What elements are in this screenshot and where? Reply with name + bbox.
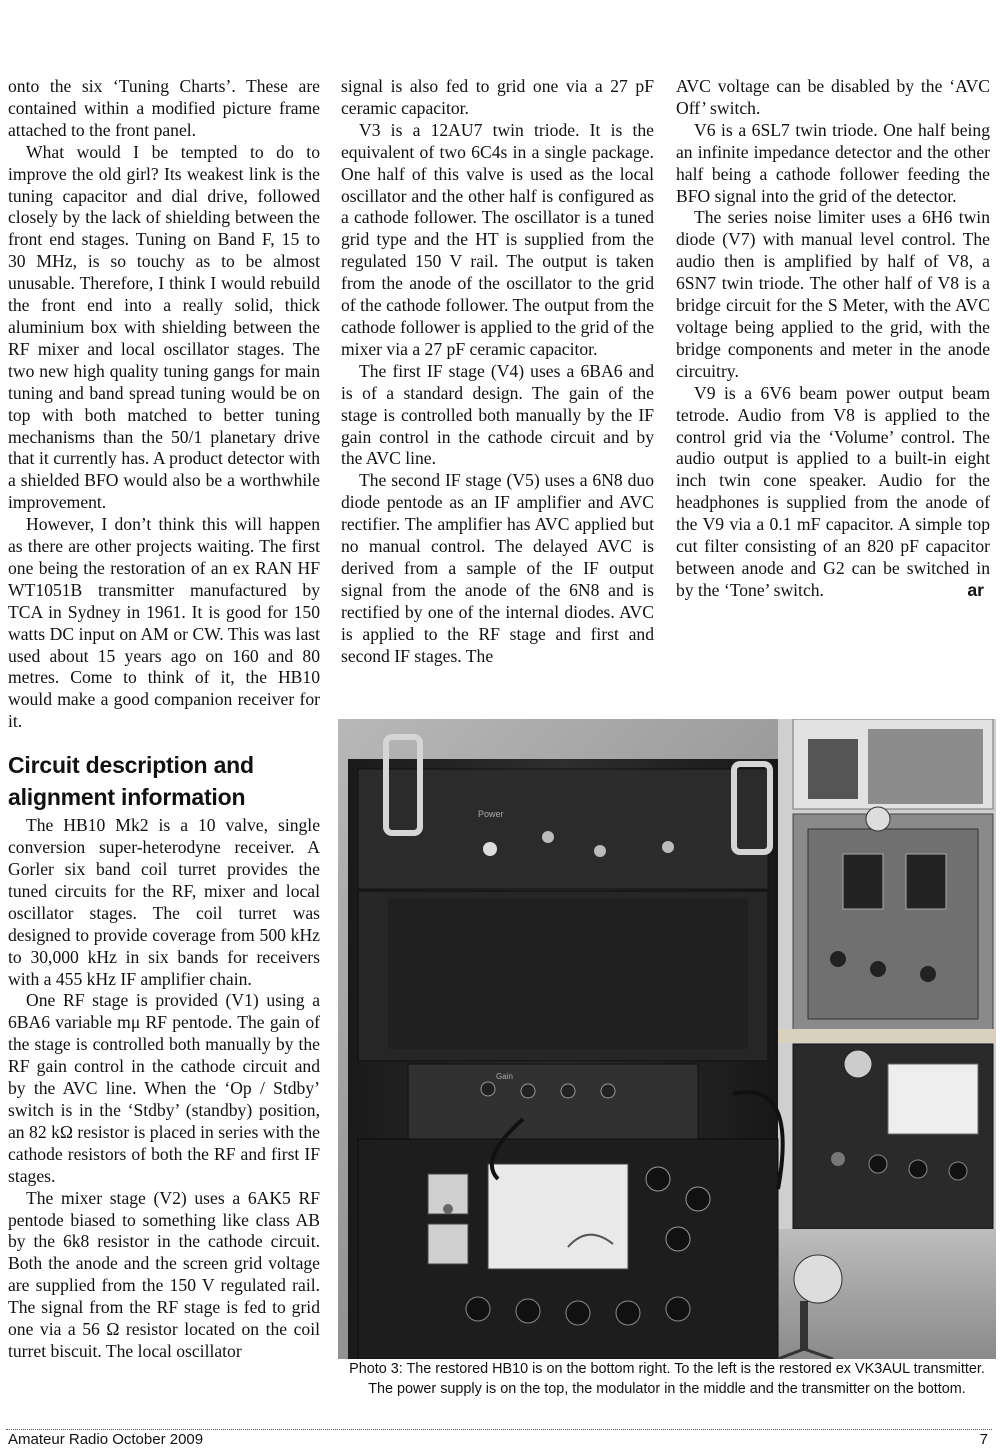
paragraph (676, 383, 990, 602)
column-3 (676, 76, 990, 602)
gain-label: Gain (496, 1072, 513, 1081)
column-2 (341, 76, 654, 667)
photo-caption: Photo 3: The restored HB10 is on the bottom right. To the left is the restored ex VK3AUL transmitter. The power supply is on the top, the modulator in the middle and the transmitter on the bottom. (349, 1361, 985, 1397)
paragraph: The HB10 Mk2 is a 10 valve, single conversion super-heterodyne receiver. A Gorler six band coil turret provides the tuned circuits for the RF, mixer and local oscillator stages. The coil turret was designed to provide coverage from 500 kHz to 30,000 kHz in six bands for receivers with a 455 kHz IF amplifier chain. (8, 815, 320, 989)
power-label: Power (478, 809, 504, 819)
paragraph: The mixer stage (V2) uses a 6AK5 RF pentode biased to something like class AB by the 6k8 resistor in the cathode circuit. Both the anode and the screen grid voltage are supplied from the 150 V regulated rail. The signal from the RF stage is fed to grid one via a 56 Ω resistor located on the coil turret biscuit. The local oscillator (8, 1187, 320, 1361)
paragraph: However, I don’t think this will happen as there are other projects waiting. The first one being the restoration of an ex RAN HF WT1051B transmitter manufactured by TCA in Sydney in 1961. It is good for 150 watts DC input on AM or CW. This was last used about 15 years ago on 160 and 80 metres. Come to think of it, the HB10 would make a good companion receiver for it. (8, 514, 320, 732)
page-number: 7 (979, 1431, 988, 1448)
footer-rule (6, 1429, 992, 1430)
paragraph: V6 is a 6SL7 twin triode. One half being an infinite impedance detector and the other half being a cathode follower feeding the BFO signal into the grid of the detector. (676, 119, 990, 206)
paragraph: One RF stage is provided (V1) using a 6BA6 variable mμ RF pentode. The gain of the stage is controlled both manually by the RF gain control in the cathode circuit and by the AVC line. When the ‘Op / Stdby’ switch is in the ‘Stdby’ (standby) position, an 82 kΩ resistor is placed in series with the cathode resistors of both the RF and first IF stages. (8, 990, 320, 1186)
paragraph: AVC voltage can be disabled by the ‘AVC Off’ switch. (676, 76, 990, 118)
photo-radio-equipment (338, 719, 996, 1359)
paragraph: The second IF stage (V5) uses a 6N8 duo diode pentode as an IF amplifier and AVC rectifier. The amplifier has AVC applied but no manual control. The delayed AVC is derived from a sample of the IF output signal from the anode of the 6N8 and is rectified by one of the internal diodes. AVC is applied to the RF stage and first and second IF stages. The (341, 470, 654, 666)
photo-illustration (338, 719, 996, 1359)
footer-publication: Amateur Radio October 2009 (8, 1431, 204, 1448)
paragraph-text: V9 is a 6V6 beam power output beam tetrode. Audio from V8 is applied to the control grid via the ‘Volume’ control. The audio output is applied to a built-in eight inch twin cone speaker. Audio for the headphones is supplied from the anode of the V9 via a 0.1 mF capacitor. A simple top cut filter consisting of an 820 pF capacitor between anode and G2 can be switched in by the ‘Tone’ switch. (676, 382, 990, 600)
column-1 (8, 76, 320, 1363)
paragraph: signal is also fed to grid one via a 27 pF ceramic capacitor. (341, 76, 654, 118)
paragraph: The first IF stage (V4) uses a 6BA6 and is of a standard design. The gain of the stage is controlled both manually by the IF gain control in the cathode circuit and by the AVC line. (341, 360, 654, 469)
paragraph: V3 is a 12AU7 twin triode. It is the equivalent of two 6C4s in a single package. One half of this valve is used as the local oscillator and the other half is configured as a cathode follower. The oscillator is a tuned grid type and the HT is supplied from the regulated 150 V rail. The output is taken from the anode of the oscillator to the grid of the cathode follower. The output from the cathode follower is applied to the grid of the mixer via a 27 pF ceramic capacitor. (341, 119, 654, 359)
paragraph: onto the six ‘Tuning Charts’. These are contained within a modified picture frame attached to the front panel. (8, 76, 320, 140)
section-heading: Circuit description and alignment information (8, 752, 254, 811)
paragraph: The series noise limiter uses a 6H6 twin diode (V7) with manual level control. The audio then is amplified by half of V8, a 6SN7 twin triode. The other half of V8 is a bridge circuit for the S Meter, with the AVC voltage being applied to the grid, with the bridge components and meter in the anode circuitry. (676, 207, 990, 381)
end-mark: ar (967, 579, 984, 600)
paragraph: What would I be tempted to do to improve the old girl? Its weakest link is the tuning capacitor and dial drive, followed closely by the lack of shielding between the front end stages. Tuning on Band F, 15 to 30 MHz, is so touchy as to be almost unusable. Therefore, I think I would rebuild the front end into a really solid, thick aluminium box with shielding between the RF mixer and local oscillator stages. The two new high quality tuning gangs for main tuning and band spread tuning would be on top with both matched to better tuning mechanisms than the 50/1 planetary drive that it currently has. A product detector with a shielded BFO would also be a worthwhile improvement. (8, 141, 320, 513)
